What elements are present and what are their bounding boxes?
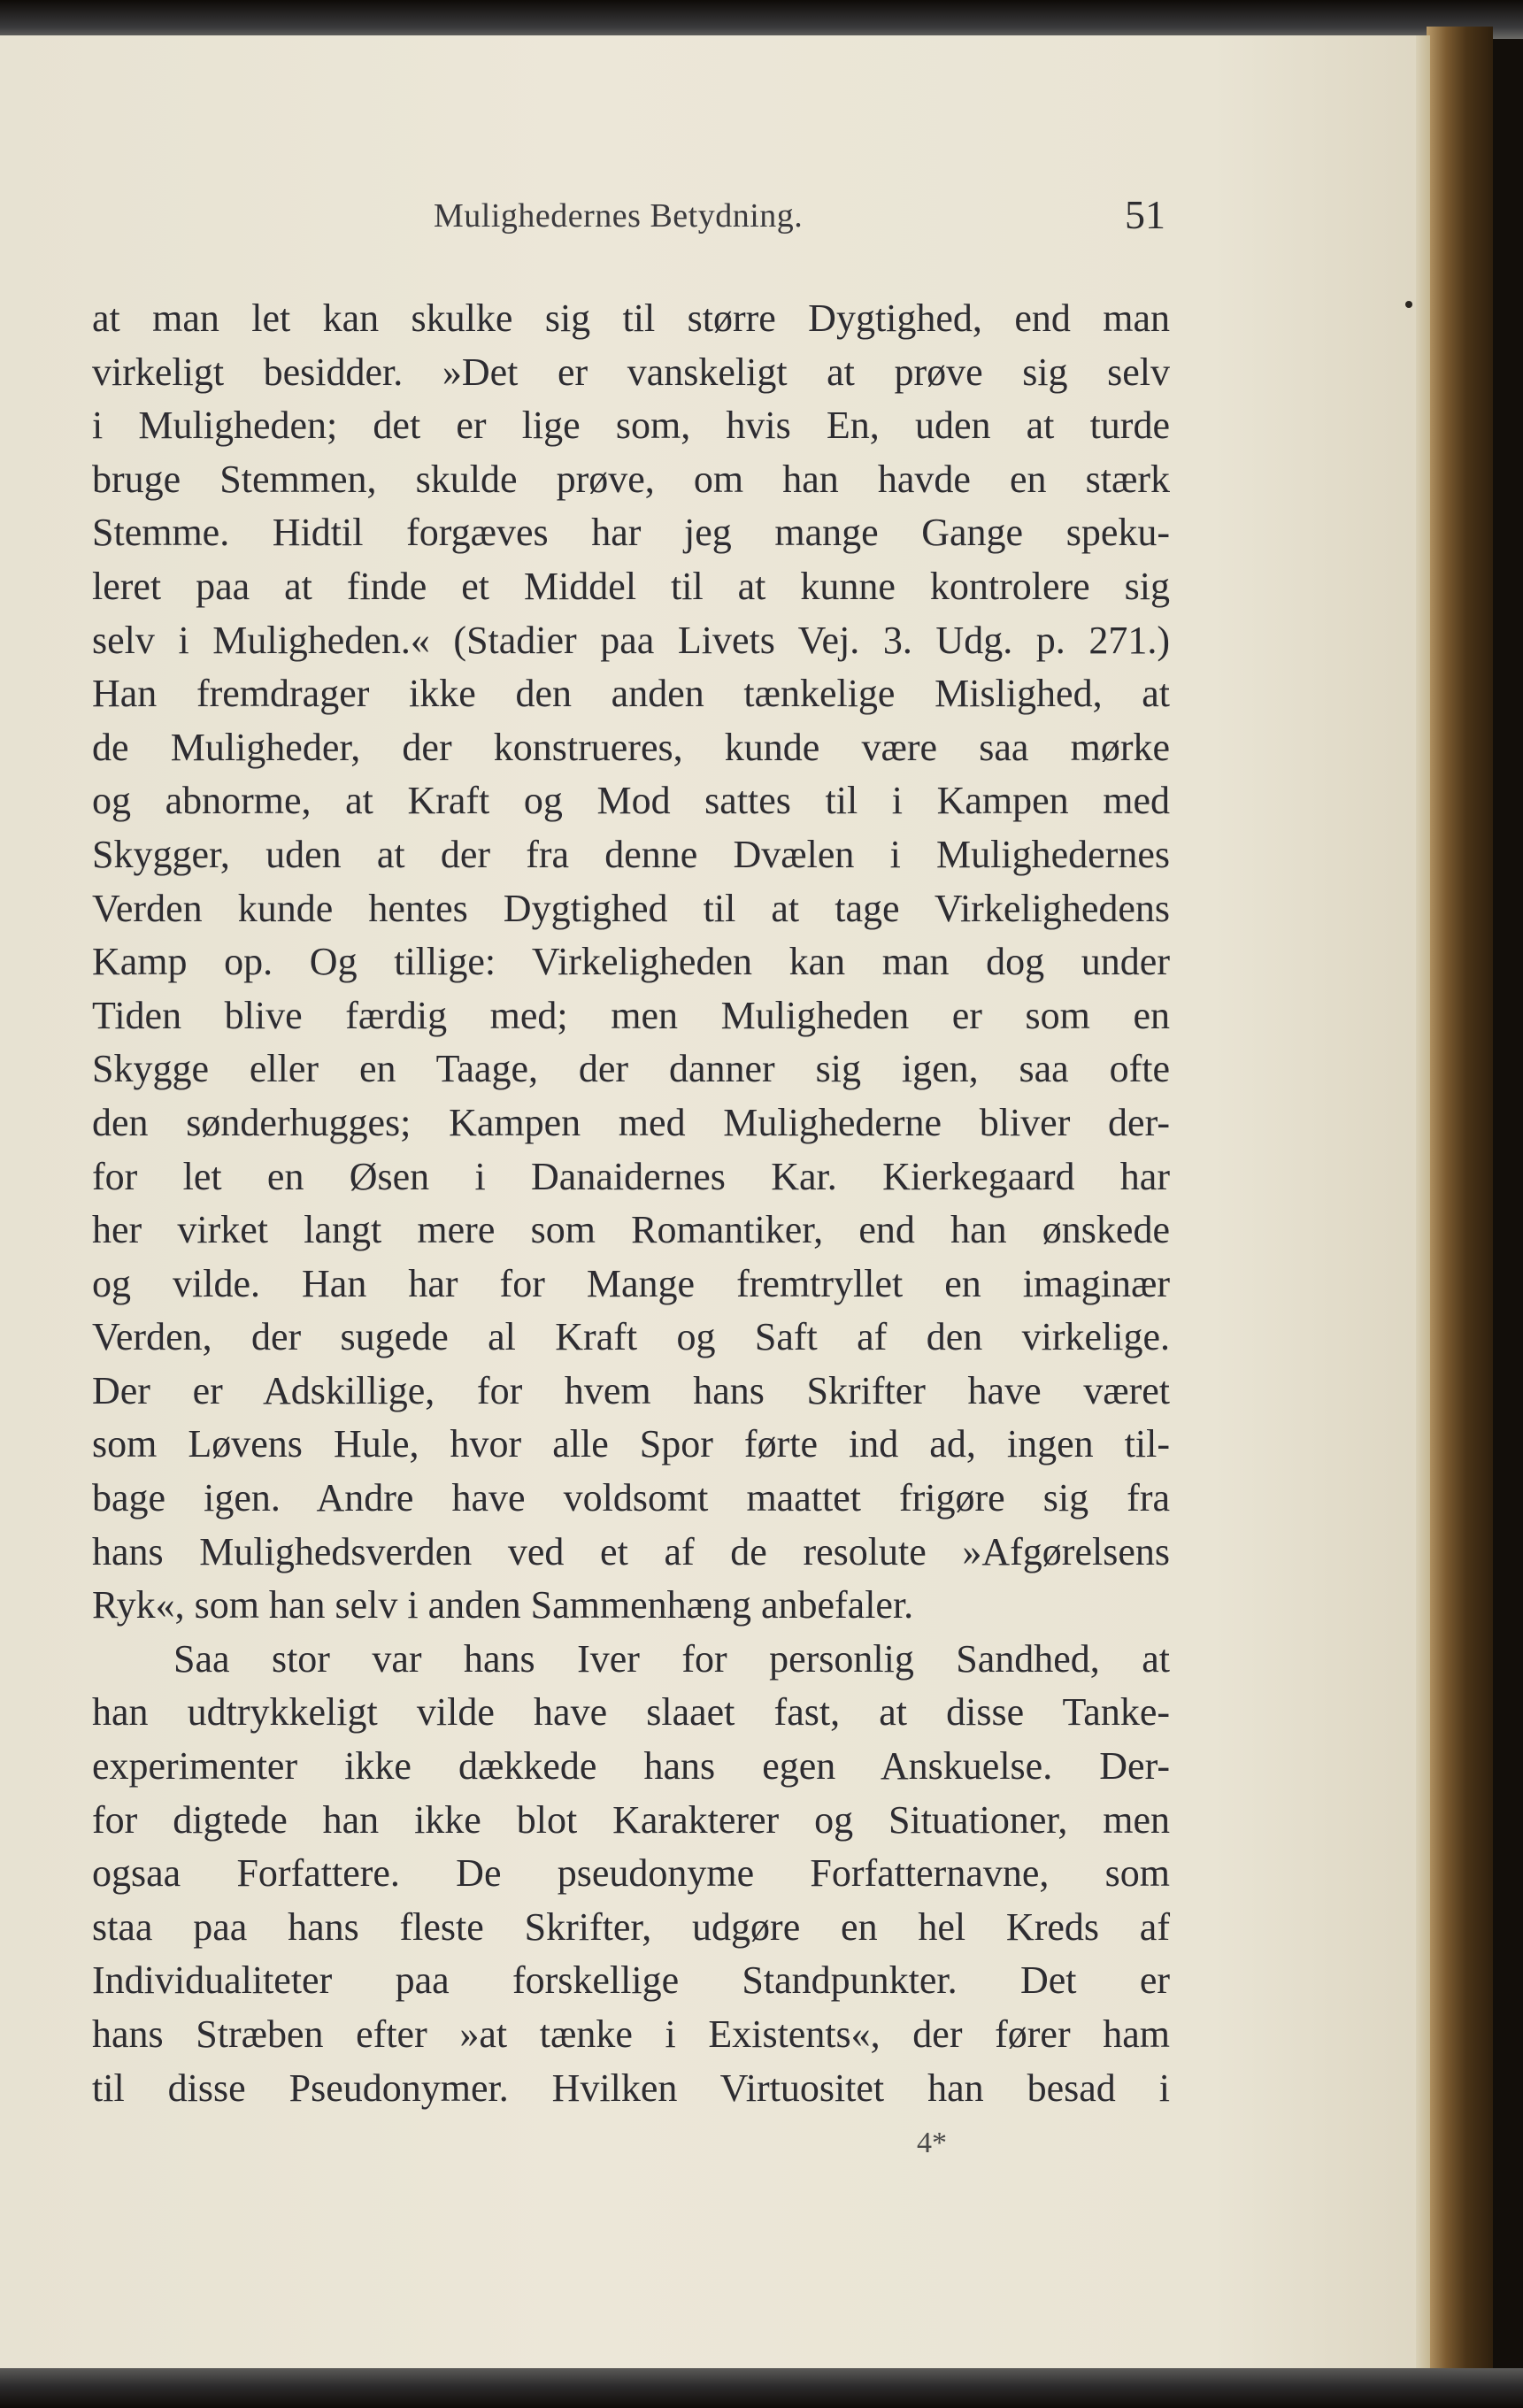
paragraph-first-line: Saa stor var hans Iver for personlig Sandhed, at — [173, 1636, 1170, 1681]
body-text — [92, 292, 1170, 2115]
text-line: til disse Pseudonymer. Hvilken Virtuositet han besad i — [92, 2066, 1170, 2110]
text-line: for let en Øsen i Danaidernes Kar. Kierkegaard har — [92, 1154, 1170, 1198]
text-line: bage igen. Andre have voldsomt maattet frigøre sig fra — [92, 1476, 1170, 1520]
text-line: leret paa at finde et Middel til at kunne kontrolere sig — [92, 564, 1170, 608]
text-line: Han fremdrager ikke den anden tænkelige Mislighed, at — [92, 672, 1170, 716]
text-line: selv i Muligheden.« (Stadier paa Livets Vej. 3. Udg. p. 271.) — [92, 618, 1170, 662]
text-line: her virket langt mere som Romantiker, end han ønskede — [92, 1208, 1170, 1252]
text-line: Verden, der sugede al Kraft og Saft af den virkelige. — [92, 1315, 1170, 1359]
text-line: for digtede han ikke blot Karakterer og Situationer, men — [92, 1797, 1170, 1842]
text-line: han udtrykkeligt vilde have slaaet fast, at disse Tanke- — [92, 1690, 1170, 1735]
text-line: i Muligheden; det er lige som, hvis En, uden at turde — [92, 404, 1170, 448]
page-number: 51 — [1125, 192, 1165, 237]
text-line: Der er Adskillige, for hvem hans Skrifter have været — [92, 1368, 1170, 1412]
text-line: den sønderhugges; Kampen med Mulighederne bliver der- — [92, 1100, 1170, 1144]
text-line: hans Stræben efter »at tænke i Existents«, der fører ham — [92, 2012, 1170, 2056]
text-line: ogsaa Forfattere. De pseudonyme Forfatternavne, som — [92, 1851, 1170, 1896]
text-line: Skygger, uden at der fra denne Dvælen i Mulighedernes — [92, 832, 1170, 876]
text-line: Skygge eller en Taage, der danner sig igen, saa ofte — [92, 1047, 1170, 1091]
text-line: og vilde. Han har for Mange fremtryllet en imaginær — [92, 1261, 1170, 1305]
text-line: Verden kunde hentes Dygtighed til at tage Virkelighedens — [92, 886, 1170, 930]
text-line: staa paa hans fleste Skrifter, udgøre en hel Kreds af — [92, 1904, 1170, 1949]
text-line: virkeligt besidder. »Det er vanskeligt at prøve sig selv — [92, 350, 1170, 394]
text-line: experimenter ikke dækkede hans egen Anskuelse. Der- — [92, 1744, 1170, 1789]
ink-speck — [1405, 301, 1412, 308]
text-line: og abnorme, at Kraft og Mod sattes til i Kampen med — [92, 779, 1170, 823]
text-line: Stemme. Hidtil forgæves har jeg mange Gange speku- — [92, 511, 1170, 555]
text-line: de Muligheder, der konstrueres, kunde være saa mørke — [92, 725, 1170, 769]
running-title: Mulighedernes Betydning. — [434, 197, 804, 235]
text-line: bruge Stemmen, skulde prøve, om han havde en stærk — [92, 457, 1170, 501]
text-line: Kamp op. Og tillige: Virkeligheden kan man dog under — [92, 940, 1170, 984]
running-header — [0, 191, 1427, 244]
scan-top-border — [0, 0, 1523, 39]
text-line: hans Mulighedsverden ved et af de resolute »Afgørelsens — [92, 1529, 1170, 1573]
text-line: Tiden blive færdig med; men Muligheden er som en — [92, 993, 1170, 1037]
text-line: som Løvens Hule, hvor alle Spor førte ind ad, ingen til- — [92, 1422, 1170, 1466]
text-line: Ryk«, som han selv i anden Sammenhæng anbefaler. — [92, 1583, 914, 1627]
book-page-edge — [1427, 27, 1493, 2381]
scan-bottom-border — [0, 2368, 1523, 2408]
signature-mark: 4* — [917, 2127, 947, 2159]
page-gutter-shadow — [1416, 35, 1430, 2372]
text-line: at man let kan skulke sig til større Dygtighed, end man — [92, 296, 1170, 340]
text-line: Individualiteter paa forskellige Standpunkter. Det er — [92, 1958, 1170, 2003]
